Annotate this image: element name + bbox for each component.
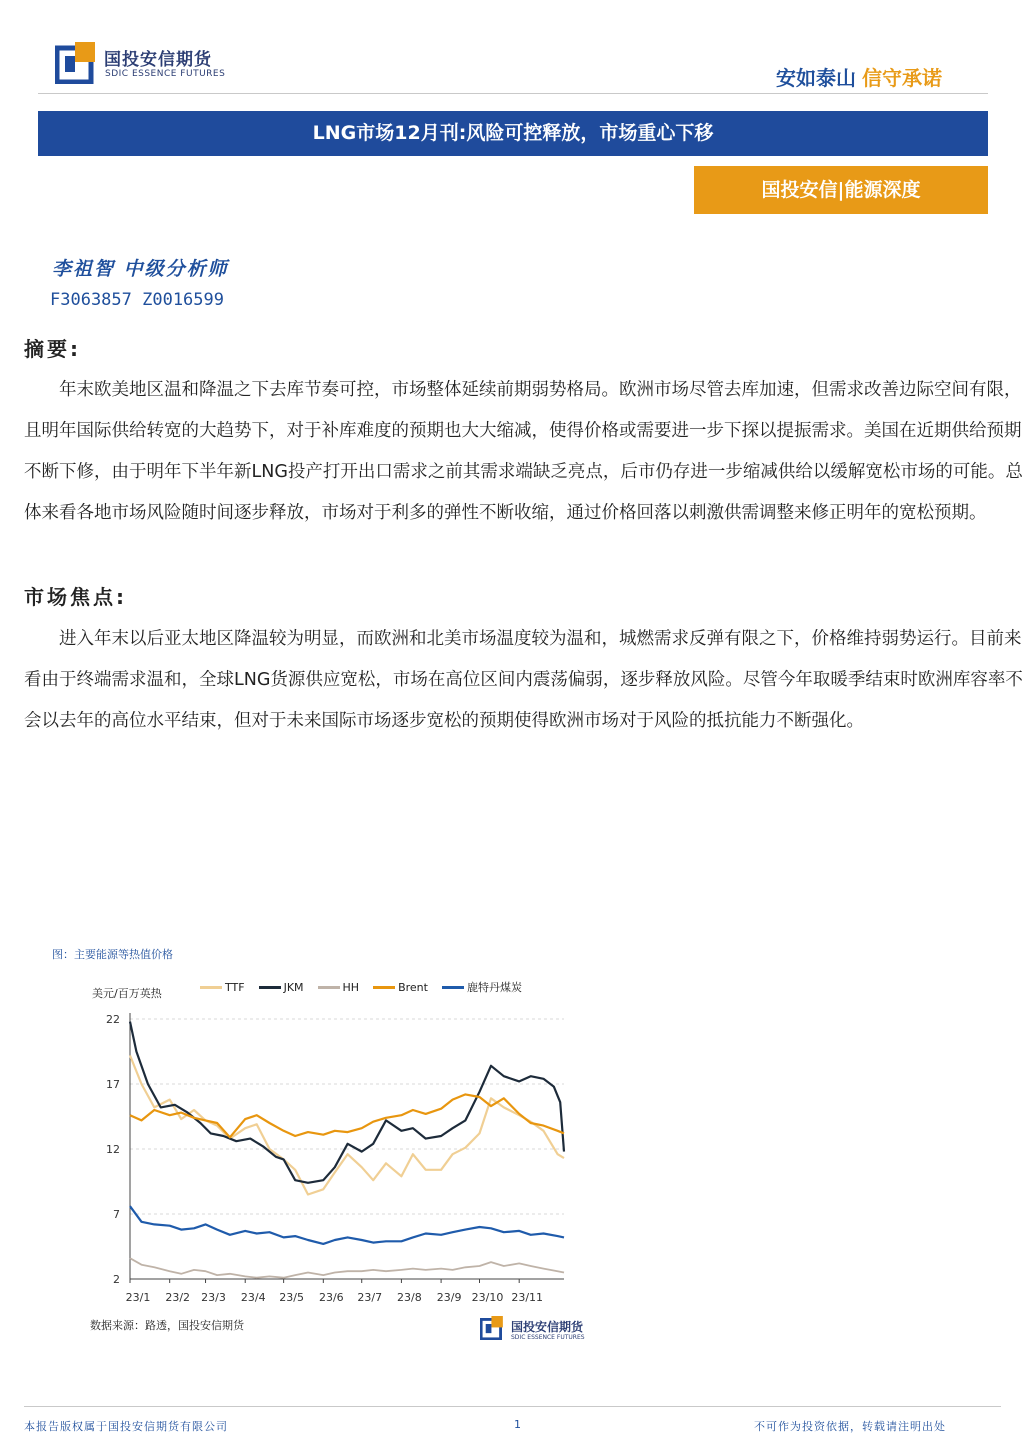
- legend-swatch: [318, 986, 340, 989]
- report-tag: 国投安信|能源深度: [694, 166, 988, 214]
- certification-numbers: F3063857 Z0016599: [50, 290, 224, 310]
- chart-x-tick-label: 23/8: [397, 1291, 422, 1304]
- slogan: [776, 62, 942, 91]
- company-logo-small-icon: [480, 1316, 504, 1340]
- footer-disclaimer: 不可作为投资依据，转载请注明出处: [754, 1420, 946, 1433]
- legend-label: Brent: [398, 980, 428, 994]
- chart-x-tick-label: 23/1: [125, 1291, 151, 1304]
- chart-x-tick-label: 23/10: [471, 1291, 504, 1304]
- company-name-small-cn: 国投安信期货: [511, 1320, 584, 1334]
- legend-swatch: [200, 986, 222, 989]
- footer-copyright: 本报告版权属于国投安信期货有限公司: [24, 1420, 228, 1433]
- chart-legend: [200, 979, 522, 995]
- page-number: 1: [514, 1418, 521, 1431]
- legend-item: [259, 981, 304, 994]
- summary-heading: 摘要:: [24, 337, 81, 361]
- company-name-cn: 国投安信期货: [104, 50, 212, 70]
- company-name-en: SDIC ESSENCE FUTURES: [105, 69, 226, 79]
- chart-x-tick-label: 23/4: [240, 1291, 266, 1304]
- legend-label: 鹿特丹煤炭: [466, 981, 522, 994]
- chart-y-unit: 美元/百万英热: [92, 987, 162, 1000]
- legend-swatch: [442, 986, 464, 989]
- chart-x-tick-label: 23/11: [511, 1291, 544, 1304]
- chart-x-tick-label: 23/5: [279, 1291, 304, 1304]
- chart-y-tick-label: 7: [113, 1208, 120, 1221]
- chart-plot: [92, 1005, 582, 1307]
- legend-item: [373, 981, 428, 994]
- chart-source: 数据来源：路透，国投安信期货: [90, 1319, 244, 1332]
- chart-x-tick-label: 23/6: [318, 1291, 344, 1304]
- focus-heading: 市场焦点:: [24, 585, 127, 609]
- legend-label: TTF: [225, 980, 245, 994]
- chart-y-tick-label: 17: [106, 1078, 120, 1091]
- chart-series-line: [130, 1206, 564, 1244]
- focus-text: 进入年末以后亚太地区降温较为明显，而欧洲和北美市场温度较为温和，城燃需求反弹有限之下，价格维持弱势运行。目前来看由于终端需求温和，全球LNG货源供应宽松，市场在高位区间内震荡偏弱，逐步释放风险。尽管今年取暖季结束时欧洲库容率不会以去年的高位水平结束，但对于未来国际市场逐步宽松的预期使得欧洲市场对于风险的抵抗能力不断强化。: [24, 629, 1023, 731]
- legend-item: [200, 981, 245, 994]
- legend-label: HH: [342, 980, 360, 994]
- chart-x-tick-label: 23/2: [165, 1291, 191, 1304]
- company-name-small-en: SDIC ESSENCE FUTURES: [511, 1334, 585, 1341]
- chart-title: 图：主要能源等热值价格: [52, 948, 173, 961]
- chart-y-tick-label: 22: [106, 1013, 120, 1026]
- chart-series-line: [130, 1055, 564, 1194]
- report-title: LNG市场12月刊:风险可控释放，市场重心下移: [38, 111, 988, 156]
- chart-series-line: [130, 1094, 564, 1137]
- slogan-part2: 信守承诺: [862, 66, 942, 90]
- legend-item: [442, 979, 522, 995]
- author: 李祖智 中级分析师: [52, 258, 229, 280]
- chart-x-tick-label: 23/3: [201, 1291, 226, 1304]
- chart-x-tick-label: 23/9: [436, 1291, 462, 1304]
- company-logo-icon: [55, 42, 97, 84]
- chart-y-tick-label: 2: [113, 1273, 120, 1286]
- chart-y-tick-label: 12: [106, 1143, 120, 1156]
- chart-series-line: [130, 1258, 564, 1278]
- summary-text: 年末欧美地区温和降温之下去库节奏可控，市场整体延续前期弱势格局。欧洲市场尽管去库加速，但需求改善边际空间有限，且明年国际供给转宽的大趋势下，对于补库难度的预期也大大缩减，使得价格或需要进一步下探以提振需求。美国在近期供给预期不断下修，由于明年下半年新LNG投产打开出口需求之前其需求端缺乏亮点，后市仍存进一步缩减供给以缓解宽松市场的可能。总体来看各地市场风险随时间逐步释放，市场对于利多的弹性不断收缩，通过价格回落以刺激供需调整来修正明年的宽松预期。: [24, 380, 1023, 523]
- legend-label: JKM: [283, 980, 304, 994]
- legend-item: [318, 981, 360, 994]
- legend-swatch: [373, 986, 395, 989]
- header-divider: [38, 93, 988, 94]
- chart-x-tick-label: 23/7: [357, 1291, 383, 1304]
- slogan-part1: 安如泰山: [776, 66, 856, 90]
- legend-swatch: [259, 986, 281, 989]
- footer-divider: [24, 1406, 1001, 1407]
